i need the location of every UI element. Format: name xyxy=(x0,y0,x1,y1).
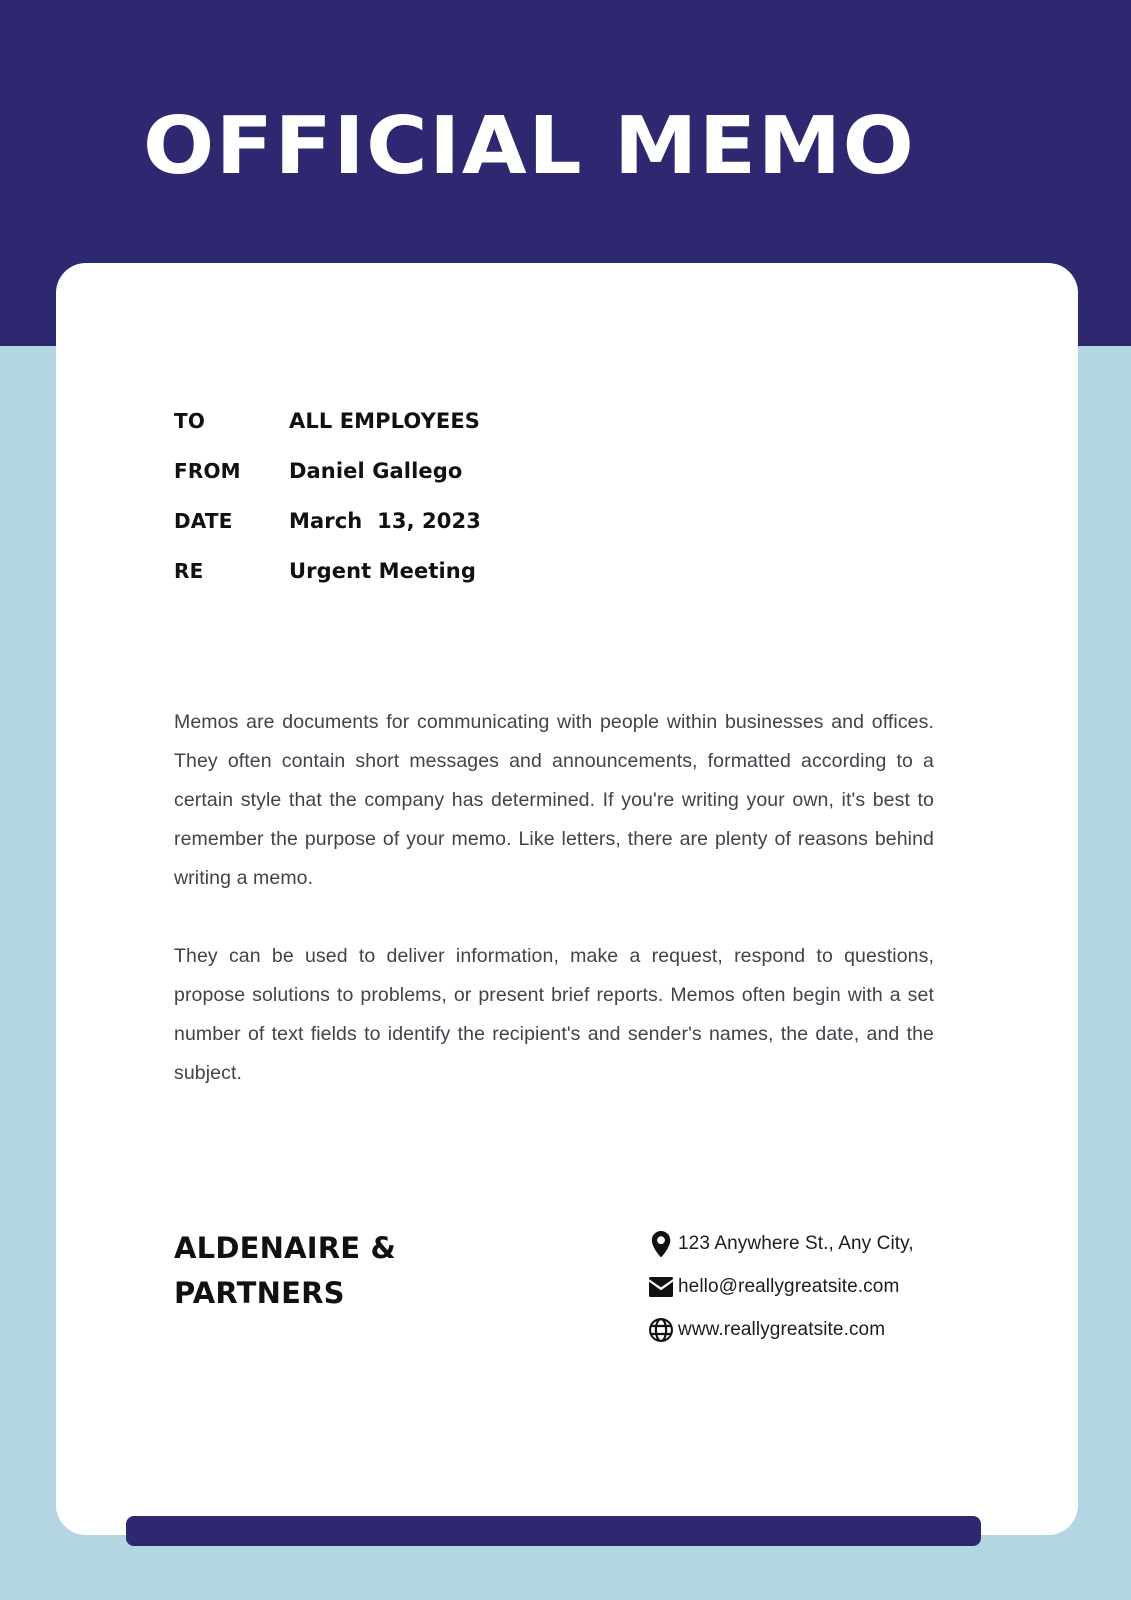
meta-value-from: Daniel Gallego xyxy=(289,459,463,483)
body-paragraph-2: They can be used to deliver information, make a request, respond to questions, propose solutions to problems, or present brief reports. Memos often begin with a set number of text fields to identify the recipient's and sender's names, the date, and the subject. xyxy=(174,945,934,1084)
contact-list xyxy=(644,1218,974,1351)
meta-row-date xyxy=(174,509,694,559)
memo-meta-fields xyxy=(174,409,694,609)
contact-email-text[interactable]: hello@reallygreatsite.com xyxy=(678,1275,900,1297)
meta-row-re xyxy=(174,559,694,609)
body-paragraph-1: Memos are documents for communicating with people within businesses and offices. They often contain short messages and announcements, formatted according to a certain style that the company has determined. If you're writing your own, it's best to remember the purpose of your memo. Like letters, there are plenty of reasons behind writing a memo. xyxy=(174,711,934,889)
memo-body xyxy=(174,703,934,1093)
meta-label-from: FROM xyxy=(174,459,241,483)
meta-label-to: TO xyxy=(174,409,206,433)
page-title: OFFICIAL MEMO xyxy=(143,100,916,192)
globe-icon xyxy=(644,1318,678,1342)
meta-row-to xyxy=(174,409,694,459)
memo-card xyxy=(56,263,1078,1535)
meta-row-from xyxy=(174,459,694,509)
company-name: ALDENAIRE & PARTNERS xyxy=(174,1231,397,1310)
memo-footer xyxy=(174,1218,974,1351)
meta-value-date: March 13, 2023 xyxy=(289,509,481,533)
meta-label-date: DATE xyxy=(174,509,233,533)
contact-website-text[interactable]: www.reallygreatsite.com xyxy=(678,1318,886,1340)
meta-value-re: Urgent Meeting xyxy=(289,559,476,583)
contact-row-website[interactable] xyxy=(644,1308,974,1351)
contact-row-email[interactable] xyxy=(644,1265,974,1308)
bottom-accent-bar xyxy=(126,1516,981,1546)
contact-row-address xyxy=(644,1222,974,1265)
meta-value-to: ALL EMPLOYEES xyxy=(289,409,481,433)
location-pin-icon xyxy=(644,1231,678,1257)
meta-label-re: RE xyxy=(174,559,204,583)
envelope-icon xyxy=(644,1277,678,1297)
contact-address-text: 123 Anywhere St., Any City, xyxy=(678,1232,914,1254)
